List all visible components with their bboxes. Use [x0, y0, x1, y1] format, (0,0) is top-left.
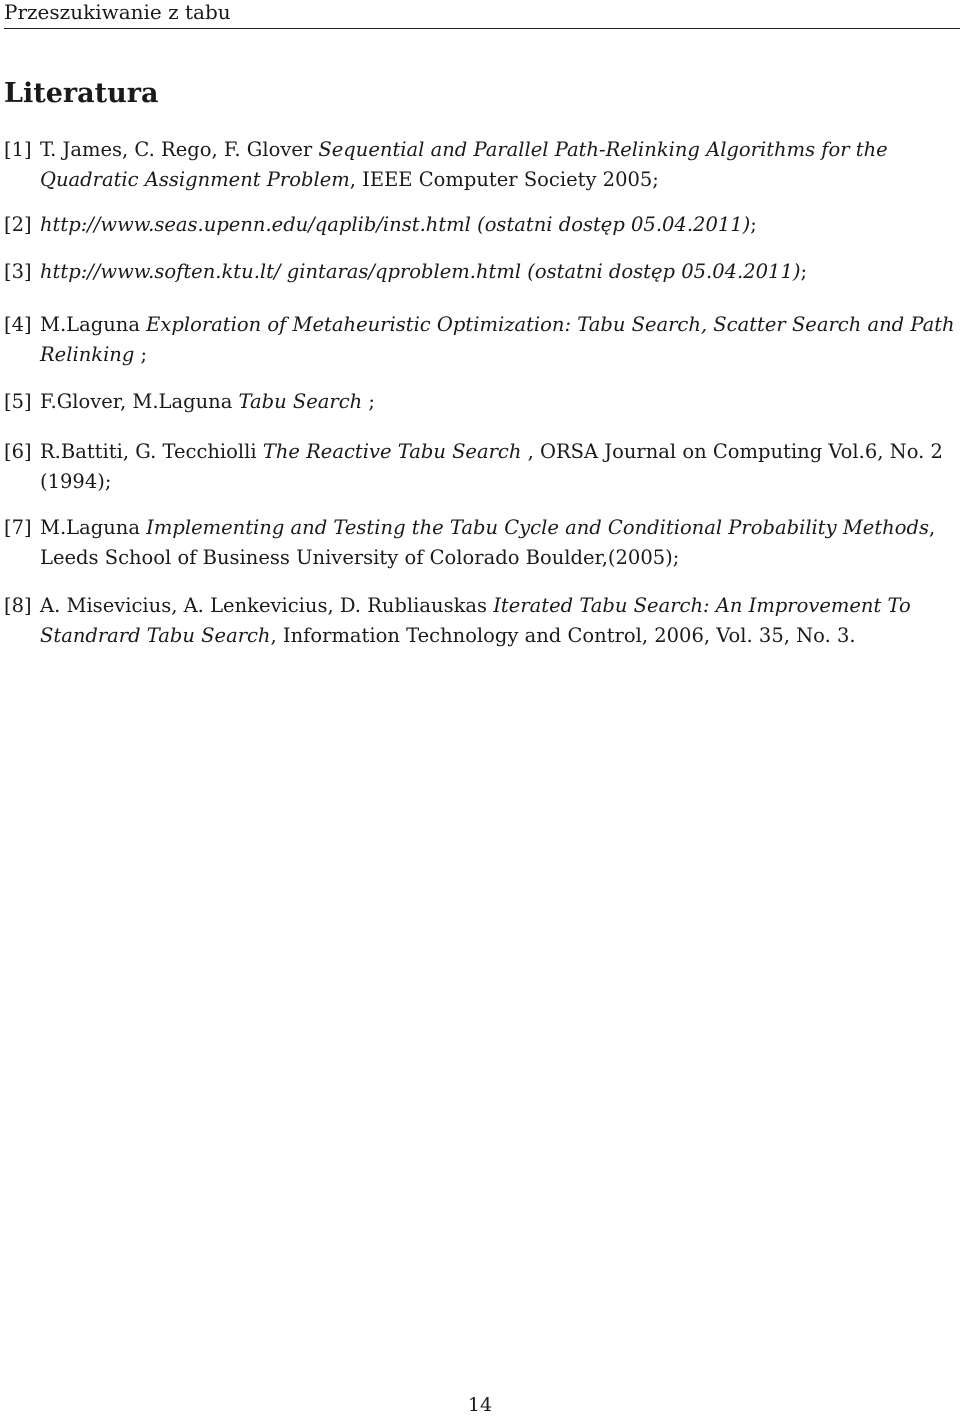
reference-item-6 [4, 437, 960, 497]
reference-source: ; [800, 260, 808, 283]
running-header [4, 0, 960, 29]
reference-number: [6] [4, 440, 32, 463]
reference-item-7 [4, 513, 960, 573]
reference-item-5 [4, 387, 960, 417]
reference-item-2 [4, 210, 960, 240]
reference-source: , Leeds School of Business University of Colorado Boulder,(2005); [40, 516, 936, 569]
reference-title: Iterated Tabu Search: An Improvement To Standrard Tabu Search [40, 594, 911, 647]
reference-title: Tabu Search [238, 390, 363, 413]
reference-source: , ORSA Journal on Computing Vol.6, No. 2 (1994); [40, 440, 943, 493]
reference-authors: R.Battiti, G. Tecchiolli [40, 440, 263, 463]
reference-url: http://www.seas.upenn.edu/qaplib/inst.html (ostatni dostęp 05.04.2011) [40, 213, 751, 236]
reference-title: The Reactive Tabu Search [262, 440, 522, 463]
reference-item-3 [4, 257, 960, 287]
reference-authors: A. Misevicius, A. Lenkevicius, D. Rubliauskas [40, 594, 494, 617]
reference-number: [4] [4, 313, 32, 336]
running-title: Przeszukiwanie z tabu [4, 0, 231, 24]
reference-number: [2] [4, 213, 32, 236]
reference-source: ; [750, 213, 757, 236]
reference-title: Exploration of Metaheuristic Optimization: Tabu Search, Scatter Search and Path Relinking [40, 313, 955, 366]
reference-title: Sequential and Parallel Path-Relinking Algorithms for the Quadratic Assignment Problem [40, 138, 888, 191]
reference-url: http://www.soften.ktu.lt/ gintaras/qproblem.html (ostatni dostęp 05.04.2011) [40, 260, 801, 283]
reference-item-4 [4, 310, 960, 370]
reference-item-1 [4, 135, 960, 195]
reference-number: [8] [4, 594, 32, 617]
page-number: 14 [467, 1394, 493, 1416]
reference-number: [5] [4, 390, 32, 413]
reference-source: , Information Technology and Control, 2006, Vol. 35, No. 3. [270, 624, 856, 647]
reference-title: Implementing and Testing the Tabu Cycle and Conditional Probability Methods [146, 516, 929, 539]
reference-source: , IEEE Computer Society 2005; [349, 168, 659, 191]
reference-authors: F.Glover, M.Laguna [40, 390, 239, 413]
reference-number: [7] [4, 516, 32, 539]
reference-number: [3] [4, 260, 32, 283]
section-title: Literatura [4, 78, 159, 109]
reference-number: [1] [4, 138, 32, 161]
reference-item-8 [4, 591, 960, 651]
reference-authors: M.Laguna [40, 313, 147, 336]
reference-source: ; [134, 343, 148, 366]
reference-authors: T. James, C. Rego, F. Glover [40, 138, 319, 161]
reference-authors: M.Laguna [40, 516, 147, 539]
reference-source: ; [362, 390, 376, 413]
